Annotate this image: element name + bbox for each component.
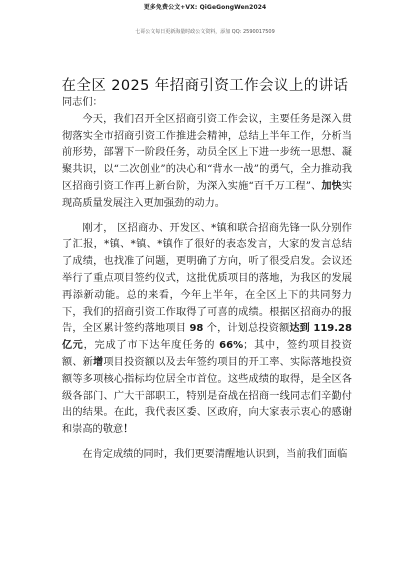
paragraph-2-part1: 刚才， 区招商办、开发区、*镇和联合招商先锋一队分别作了汇报，*镇、*镇、*镇作了很好的表态发言，大家的发言总结了成绩，也找准了问题，更明确了方向，听了很受启发。会议还举行了重点项目签约仪式，这批优质项目的落地，为我区的发展再添新动能。总的来看，今年上半年，在全区上下的共同努力下，我们的招商引资工作取得了可喜的成绩。根据区招商办的报告，全区累计签约落地项目: [62, 222, 352, 335]
paragraph-2-part3: ，完成了市下达年度任务的: [83, 340, 220, 352]
stat-projects: 98: [189, 323, 204, 335]
stat-investment: 达到 119.28 亿元: [62, 323, 352, 352]
paragraph-3: 在肯定成绩的同时，我们更要清醒地认识到，当前我们面临: [82, 448, 348, 460]
document-title: 在全区 2025 年招商引资工作会议上的讲话: [61, 78, 349, 94]
paragraph-2-part2: 个，计划总投资额: [203, 323, 290, 335]
greeting: 同志们：: [62, 97, 103, 108]
paragraph-1: [62, 112, 352, 213]
header-banner: 更多免费公文+VX: QiGeGongWen2024: [143, 4, 267, 11]
paragraph-2-part4: ；其中，签约项目投资额、新: [62, 340, 352, 368]
stat-percent: 66%: [219, 340, 244, 352]
paragraph-2: [62, 221, 352, 439]
paragraph-1-tail: 实现高质量发展注入更加强劲的动力。: [62, 180, 353, 209]
paragraph-2-part5: 项目投资额以及去年签约项目的开工率、实际落地投资额等多项核心指标均位居全市首位。这些成绩的取得，是全区各级各部门、广大干部职工，特别是奋战在招商一线同志们辛勤付出的结果。在此，我代表区委、区政府，向大家表示衷心的感谢和崇高的敬意: [62, 356, 353, 436]
document-body: [62, 95, 352, 464]
paragraph-2-bold-char: 增: [93, 356, 104, 368]
paragraph-1-bold: 加快: [321, 180, 342, 192]
paragraph-2-end: ！: [123, 424, 134, 436]
paragraph-1-text: 今天，我们召开全区招商引资工作会议，主要任务是深入贯彻落实全市招商引资工作推进会精神，总结上半年工作，分析当前形势，部署下一阶段任务，动员全区上下进一步统一思想、凝聚共识，以“二次创业”的决心和“背水一战”的勇气，全力推动我区招商引资工作再上新台阶，为深入实施“百千万工程”、: [62, 113, 352, 192]
header-note: 七哥公文每日更新海量时政公文资料，添加 QQ: 2590017509: [135, 29, 275, 35]
